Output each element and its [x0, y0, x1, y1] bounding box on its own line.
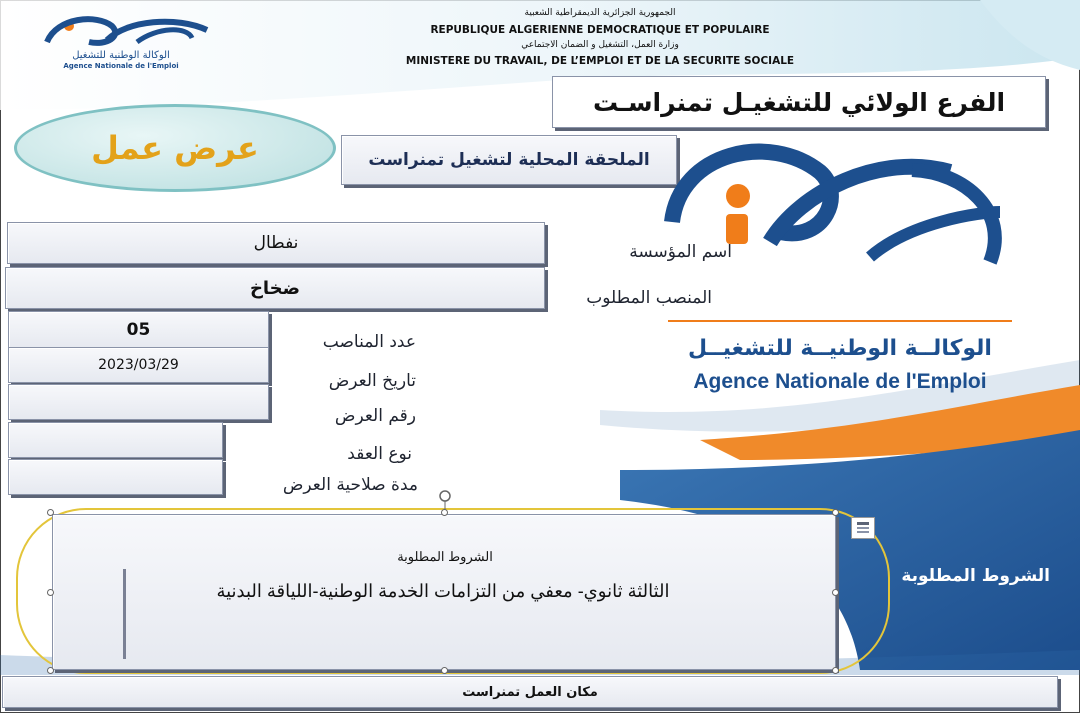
large-logo-french: Agence Nationale de l'Emploi — [693, 370, 987, 393]
text-cursor-bar — [123, 569, 126, 659]
field-validity[interactable] — [8, 459, 223, 495]
field-company[interactable]: نفطال — [7, 222, 545, 264]
resize-handle-bottom-right[interactable] — [832, 667, 839, 674]
resize-handle-right[interactable] — [832, 589, 839, 596]
anem-logo-mark — [17, 12, 225, 52]
conditions-heading: الشروط المطلوبة — [397, 549, 493, 564]
anem-large-logo-icon — [660, 132, 1020, 312]
offer-badge: عرض عمل — [14, 104, 336, 192]
conditions-box[interactable] — [52, 514, 836, 670]
resize-handle-top[interactable] — [441, 509, 448, 516]
large-logo-arabic: الوكالــة الوطنيــة للتشغيــل — [688, 336, 992, 361]
label-offer-number: رقم العرض — [334, 406, 416, 426]
local-office-title: الملحقة المحلية لتشغيل تمنراست — [341, 135, 677, 185]
header-arabic-republic: الجمهورية الجزائرية الديمقراطية الشعبية — [524, 8, 676, 18]
conditions-text: الثالثة ثانوي- معفي من التزامات الخدمة الوطنية-اللياقة البدنية — [216, 581, 670, 601]
field-date[interactable]: 2023/03/29 — [8, 347, 269, 383]
logo-divider — [668, 320, 1012, 322]
work-place-bar[interactable]: مكان العمل تمنراست — [2, 676, 1058, 708]
field-count[interactable]: 05 — [8, 311, 269, 349]
label-count: عدد المناصب — [322, 332, 416, 352]
label-date: تاريخ العرض — [328, 371, 416, 391]
small-logo — [17, 12, 225, 68]
label-contract-type: نوع العقد — [347, 444, 412, 464]
label-company: اسم المؤسسة — [629, 242, 732, 262]
field-contract-type[interactable] — [8, 422, 223, 458]
conditions-side-label: الشروط المطلوبة — [901, 566, 1050, 586]
resize-handle-top-right[interactable] — [832, 509, 839, 516]
resize-handle-top-left[interactable] — [47, 509, 54, 516]
rotate-handle-icon[interactable] — [436, 488, 454, 510]
small-logo-french: Agence Nationale de l'Emploi — [63, 62, 179, 70]
label-position: المنصب المطلوب — [586, 288, 712, 308]
resize-handle-bottom[interactable] — [441, 667, 448, 674]
resize-handle-left[interactable] — [47, 589, 54, 596]
layout-options-icon[interactable] — [851, 517, 875, 539]
field-offer-number[interactable] — [8, 384, 269, 420]
header-arabic-ministry: وزارة العمل، التشغيل و الضمان الاجتماعي — [521, 40, 679, 50]
field-position[interactable]: ضخاخ — [5, 267, 545, 309]
resize-handle-bottom-left[interactable] — [47, 667, 54, 674]
small-logo-arabic: الوكالة الوطنية للتشغيل — [72, 50, 170, 61]
header-ministry: MINISTERE DU TRAVAIL, DE L’EMPLOI ET DE LA SECURITE SOCIALE — [405, 55, 795, 67]
header-republic: REPUBLIQUE ALGERIENNE DEMOCRATIQUE ET POPULAIRE — [430, 24, 770, 36]
label-validity: مدة صلاحية العرض — [282, 475, 418, 495]
branch-title: الفرع الولائي للتشغيـل تمنراسـت — [552, 76, 1046, 128]
